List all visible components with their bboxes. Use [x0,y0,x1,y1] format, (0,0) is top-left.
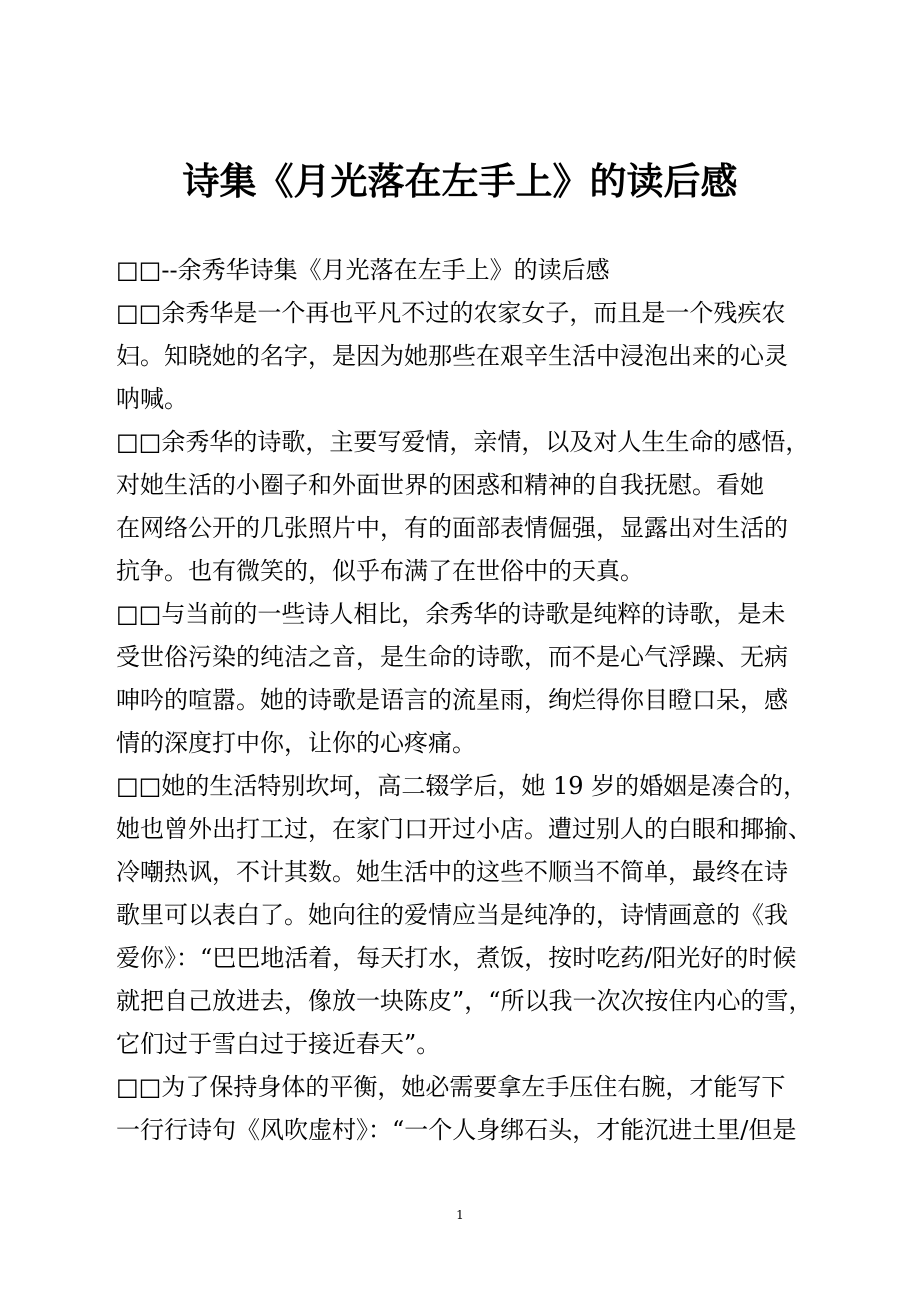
text-line: □□余秀华是一个再也平凡不过的农家女子，而且是一个残疾农 [116,299,786,327]
page-number: 1 [456,1208,464,1222]
text-line: 受世俗污染的纯洁之音，是生命的诗歌，而不是心气浮躁、无病 [116,643,788,671]
text-line: 妇。知晓她的名字，是因为她那些在艰辛生活中浸泡出来的心灵 [116,342,788,370]
text-line: 歌里可以表白了。她向往的爱情应当是纯净的，诗情画意的《我 [116,901,788,929]
text-line: 在网络公开的几张照片中，有的面部表情倔强，显露出对生活的 [116,514,788,542]
text-line: □□与当前的一些诗人相比，余秀华的诗歌是纯粹的诗歌，是未 [116,600,786,628]
text-line: 情的深度打中你，让你的心疼痛。 [116,729,476,757]
text-line: □□余秀华的诗歌，主要写爱情，亲情，以及对人生生命的感悟， [116,428,810,456]
text-line: 对她生活的小圈子和外面世界的困惑和精神的自我抚慰。看她 [116,471,764,499]
text-line: 她也曾外出打工过，在家门口开过小店。遭过别人的白眼和揶揄、 [116,815,812,843]
text-line: 冷嘲热讽，不计其数。她生活中的这些不顺当不简单，最终在诗 [116,858,788,886]
text-line: 爱你》：“巴巴地活着，每天打水，煮饭，按时吃药/阳光好的时候 [116,944,797,972]
text-line: 它们过于雪白过于接近春天”。 [116,1030,441,1058]
document-title: 诗集《月光落在左手上》的读后感 [182,159,738,203]
text-line: □□她的生活特别坎坷，高二辍学后，她 19 岁的婚姻是凑合的， [116,772,808,800]
text-line: □□为了保持身体的平衡，她必需要拿左手压住右腕，才能写下 [116,1073,786,1101]
document-body [116,249,813,1152]
text-line: 呐喊。 [116,385,188,413]
text-line: 一行行诗句《风吹虚村》：“一个人身绑石头，才能沉进土里/但是 [116,1116,797,1144]
text-line: 呻吟的喧嚣。她的诗歌是语言的流星雨，绚烂得你目瞪口呆，感 [116,686,788,714]
text-line: 抗争。也有微笑的，似乎布满了在世俗中的天真。 [116,557,644,585]
text-line: 就把自己放进去，像放一块陈皮”，“所以我一次次按住内心的雪， [116,987,813,1015]
text-line: □□--余秀华诗集《月光落在左手上》的读后感 [116,256,610,284]
